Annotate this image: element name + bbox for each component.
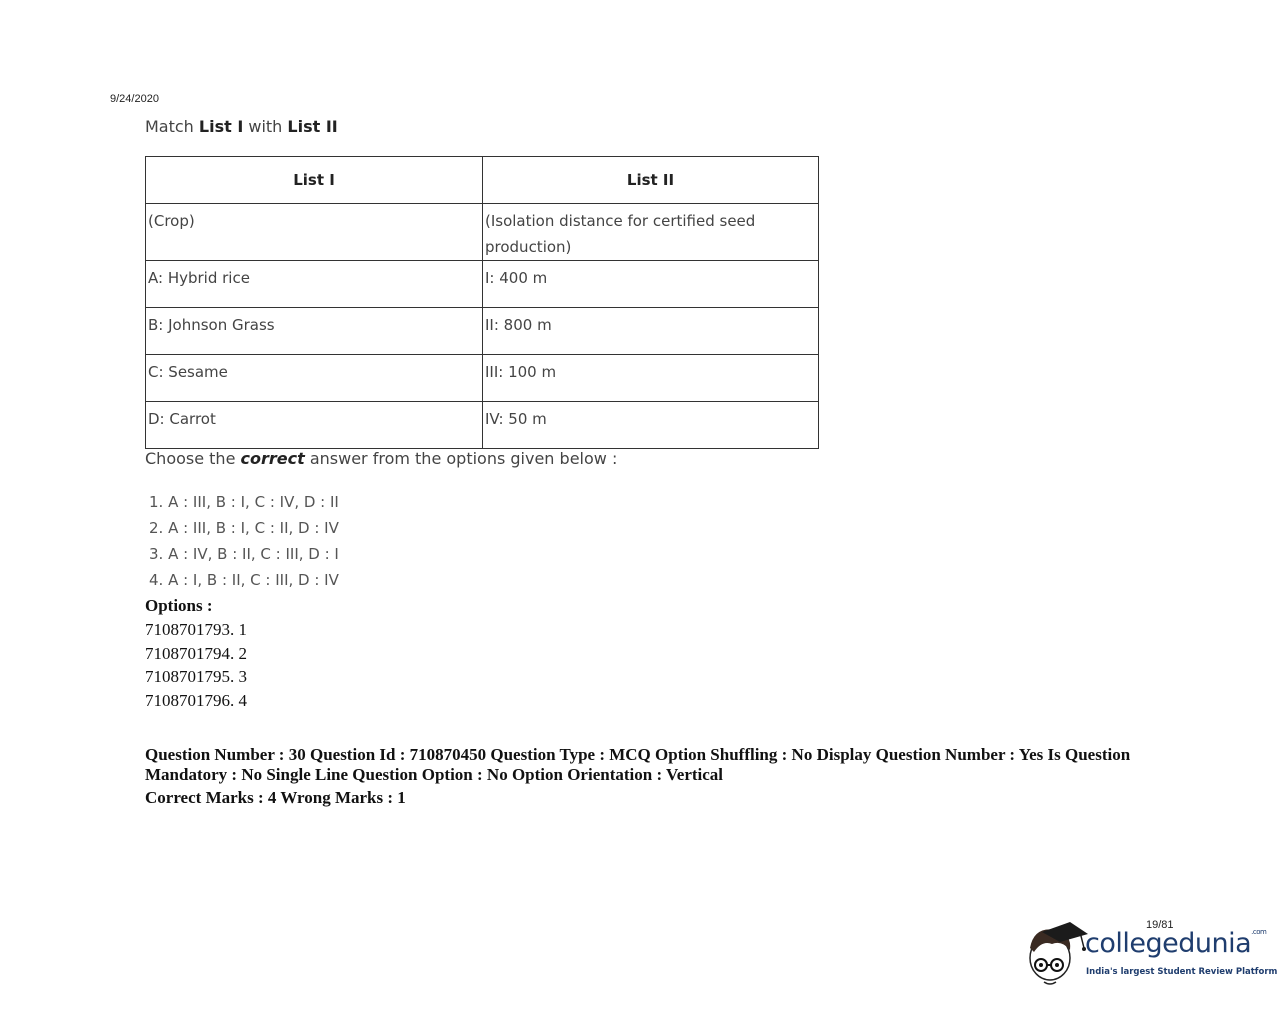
table-row bbox=[146, 308, 819, 355]
table-cell: A: Hybrid rice bbox=[146, 261, 483, 308]
marks-info: Correct Marks : 4 Wrong Marks : 1 bbox=[145, 788, 406, 807]
choice-list bbox=[149, 491, 339, 595]
table-row bbox=[146, 204, 819, 261]
list-item: 2. A : III, B : I, C : II, D : IV bbox=[149, 519, 339, 537]
option-id: 7108701796. 4 bbox=[145, 690, 247, 710]
page-number: 19/81 bbox=[1146, 919, 1174, 931]
table-cell: (Crop) bbox=[146, 204, 483, 261]
table-cell: (Isolation distance for certified seed production) bbox=[483, 204, 819, 261]
answer-instruction: Choose the correct answer from the options given below : bbox=[145, 449, 618, 468]
question-heading: Match List I with List II bbox=[145, 117, 338, 136]
table-row bbox=[146, 355, 819, 402]
table-cell: IV: 50 m bbox=[483, 402, 819, 449]
list-item: 3. A : IV, B : II, C : III, D : I bbox=[149, 545, 339, 563]
table-cell: B: Johnson Grass bbox=[146, 308, 483, 355]
print-date: 9/24/2020 bbox=[110, 93, 159, 105]
table-cell: I: 400 m bbox=[483, 261, 819, 308]
table-header-list2: List II bbox=[483, 157, 819, 204]
brand-tagline: India's largest Student Review Platform bbox=[1086, 967, 1278, 977]
options-block bbox=[145, 596, 247, 714]
table-cell: III: 100 m bbox=[483, 355, 819, 402]
option-id: 7108701793. 1 bbox=[145, 620, 247, 639]
question-metadata: Question Number : 30 Question Id : 710870450 Question Type : MCQ Option Shuffling : No Display Question Number : Yes Is Question Mandatory : No Single Line Question Option : No Option Orientation : Vertical bbox=[145, 745, 1131, 784]
options-label: Options : bbox=[145, 596, 213, 615]
table-cell: II: 800 m bbox=[483, 308, 819, 355]
list-item: 1. A : III, B : I, C : IV, D : II bbox=[149, 493, 339, 511]
table-cell: D: Carrot bbox=[146, 402, 483, 449]
option-id: 7108701795. 3 bbox=[145, 667, 247, 687]
table-header-list1: List I bbox=[146, 157, 483, 204]
table-row bbox=[146, 261, 819, 308]
brand-logo-text: collegedunia$^{.com}$ bbox=[1085, 928, 1267, 959]
table-row bbox=[146, 402, 819, 449]
match-table bbox=[145, 156, 819, 449]
table-cell: C: Sesame bbox=[146, 355, 483, 402]
list-item: 4. A : I, B : II, C : III, D : IV bbox=[149, 571, 339, 589]
option-id: 7108701794. 2 bbox=[145, 643, 247, 663]
